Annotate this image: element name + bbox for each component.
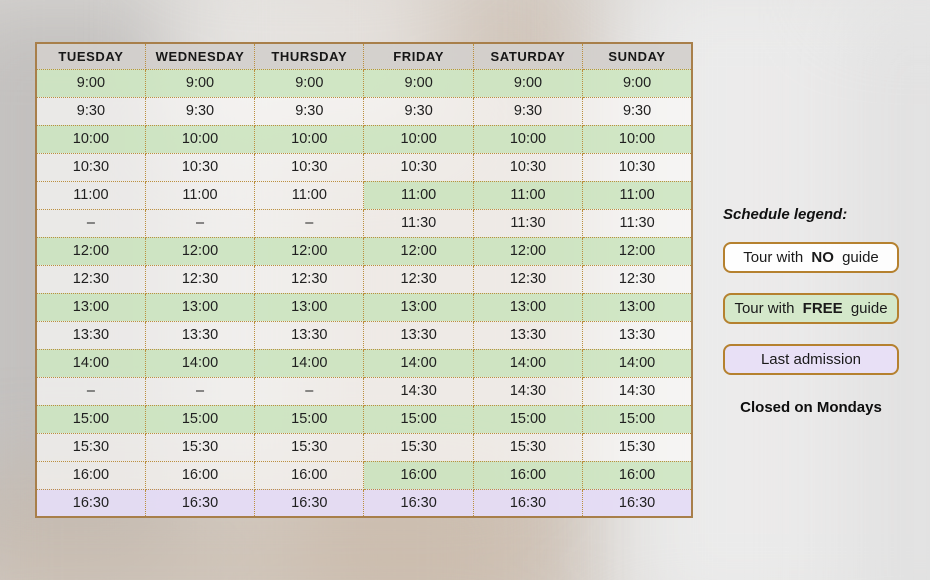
time-slot: 13:00 xyxy=(473,293,582,321)
time-slot: 9:00 xyxy=(255,69,364,97)
closed-note: Closed on Mondays xyxy=(740,399,882,416)
time-slot: – xyxy=(145,377,254,405)
time-slot: 10:00 xyxy=(583,125,692,153)
table-row xyxy=(36,265,692,293)
time-slot: 10:00 xyxy=(473,125,582,153)
time-slot: 13:00 xyxy=(364,293,473,321)
schedule-body xyxy=(36,69,692,517)
table-row xyxy=(36,181,692,209)
time-slot: – xyxy=(255,377,364,405)
time-slot: 11:00 xyxy=(255,181,364,209)
time-slot: 16:00 xyxy=(255,461,364,489)
time-slot: 9:30 xyxy=(473,97,582,125)
time-slot: 11:00 xyxy=(583,181,692,209)
time-slot: 10:00 xyxy=(364,125,473,153)
time-slot: 10:00 xyxy=(255,125,364,153)
time-slot: 16:00 xyxy=(36,461,145,489)
time-slot: 13:30 xyxy=(145,321,254,349)
time-slot: 12:30 xyxy=(473,265,582,293)
legend-items xyxy=(723,242,899,375)
time-slot: 14:00 xyxy=(145,349,254,377)
schedule-header-row xyxy=(36,43,692,69)
time-slot: 13:30 xyxy=(473,321,582,349)
time-slot: 12:30 xyxy=(36,265,145,293)
time-slot: 15:00 xyxy=(583,405,692,433)
column-header-friday: FRIDAY xyxy=(364,43,473,69)
time-slot: 16:30 xyxy=(145,489,254,517)
time-slot: 12:00 xyxy=(364,237,473,265)
time-slot: 11:30 xyxy=(364,209,473,237)
time-slot: 15:30 xyxy=(583,433,692,461)
time-slot: 13:30 xyxy=(36,321,145,349)
schedule-table-container xyxy=(35,42,693,518)
time-slot: 11:30 xyxy=(583,209,692,237)
time-slot: 15:00 xyxy=(255,405,364,433)
time-slot: 10:30 xyxy=(36,153,145,181)
time-slot: 9:00 xyxy=(583,69,692,97)
time-slot: 13:00 xyxy=(36,293,145,321)
time-slot: 12:00 xyxy=(36,237,145,265)
table-row xyxy=(36,97,692,125)
legend-item-no-guide: Tour with NO guide xyxy=(723,242,899,273)
table-row xyxy=(36,377,692,405)
table-row xyxy=(36,237,692,265)
time-slot: 16:30 xyxy=(364,489,473,517)
table-row xyxy=(36,489,692,517)
time-slot: 16:30 xyxy=(583,489,692,517)
time-slot: 16:30 xyxy=(473,489,582,517)
time-slot: 11:00 xyxy=(145,181,254,209)
table-row xyxy=(36,321,692,349)
time-slot: 12:00 xyxy=(145,237,254,265)
time-slot: – xyxy=(145,209,254,237)
time-slot: 13:00 xyxy=(583,293,692,321)
column-header-sunday: SUNDAY xyxy=(583,43,692,69)
time-slot: – xyxy=(36,209,145,237)
time-slot: 14:30 xyxy=(473,377,582,405)
time-slot: 9:00 xyxy=(36,69,145,97)
time-slot: 9:00 xyxy=(473,69,582,97)
time-slot: 16:00 xyxy=(583,461,692,489)
time-slot: 11:00 xyxy=(36,181,145,209)
table-row xyxy=(36,405,692,433)
time-slot: 9:30 xyxy=(36,97,145,125)
column-header-thursday: THURSDAY xyxy=(255,43,364,69)
column-header-tuesday: TUESDAY xyxy=(36,43,145,69)
time-slot: 13:00 xyxy=(255,293,364,321)
time-slot: 14:00 xyxy=(473,349,582,377)
time-slot: 16:00 xyxy=(473,461,582,489)
legend-item-free-guide: Tour with FREE guide xyxy=(723,293,899,324)
time-slot: 15:00 xyxy=(145,405,254,433)
table-row xyxy=(36,153,692,181)
time-slot: 9:30 xyxy=(255,97,364,125)
time-slot: 10:30 xyxy=(255,153,364,181)
time-slot: 15:00 xyxy=(364,405,473,433)
time-slot: 14:00 xyxy=(364,349,473,377)
time-slot: 10:00 xyxy=(145,125,254,153)
time-slot: 14:30 xyxy=(364,377,473,405)
time-slot: 15:30 xyxy=(255,433,364,461)
time-slot: 9:00 xyxy=(145,69,254,97)
time-slot: 15:00 xyxy=(36,405,145,433)
time-slot: 15:30 xyxy=(145,433,254,461)
time-slot: 10:00 xyxy=(36,125,145,153)
time-slot: 16:00 xyxy=(145,461,254,489)
table-row xyxy=(36,125,692,153)
time-slot: 12:00 xyxy=(473,237,582,265)
time-slot: 14:30 xyxy=(583,377,692,405)
time-slot: – xyxy=(36,377,145,405)
time-slot: – xyxy=(255,209,364,237)
time-slot: 11:30 xyxy=(473,209,582,237)
time-slot: 15:30 xyxy=(473,433,582,461)
time-slot: 13:30 xyxy=(255,321,364,349)
time-slot: 14:00 xyxy=(583,349,692,377)
time-slot: 12:00 xyxy=(255,237,364,265)
time-slot: 9:30 xyxy=(583,97,692,125)
time-slot: 11:00 xyxy=(473,181,582,209)
time-slot: 15:30 xyxy=(36,433,145,461)
time-slot: 10:30 xyxy=(364,153,473,181)
time-slot: 15:30 xyxy=(364,433,473,461)
time-slot: 12:30 xyxy=(364,265,473,293)
table-row xyxy=(36,461,692,489)
time-slot: 9:30 xyxy=(364,97,473,125)
legend-item-last-guide: Last admission xyxy=(723,344,899,375)
legend-title: Schedule legend: xyxy=(723,206,848,223)
time-slot: 15:00 xyxy=(473,405,582,433)
time-slot: 12:30 xyxy=(145,265,254,293)
schedule-legend xyxy=(723,206,899,416)
time-slot: 10:30 xyxy=(583,153,692,181)
time-slot: 14:00 xyxy=(36,349,145,377)
time-slot: 13:30 xyxy=(583,321,692,349)
time-slot: 14:00 xyxy=(255,349,364,377)
table-row xyxy=(36,349,692,377)
time-slot: 10:30 xyxy=(473,153,582,181)
time-slot: 11:00 xyxy=(364,181,473,209)
time-slot: 12:30 xyxy=(583,265,692,293)
time-slot: 16:30 xyxy=(255,489,364,517)
column-header-wednesday: WEDNESDAY xyxy=(145,43,254,69)
time-slot: 16:00 xyxy=(364,461,473,489)
table-row xyxy=(36,69,692,97)
time-slot: 9:00 xyxy=(364,69,473,97)
time-slot: 13:00 xyxy=(145,293,254,321)
time-slot: 9:30 xyxy=(145,97,254,125)
time-slot: 12:30 xyxy=(255,265,364,293)
time-slot: 13:30 xyxy=(364,321,473,349)
schedule-table xyxy=(35,42,693,518)
column-header-saturday: SATURDAY xyxy=(473,43,582,69)
time-slot: 16:30 xyxy=(36,489,145,517)
table-row xyxy=(36,209,692,237)
table-row xyxy=(36,433,692,461)
time-slot: 12:00 xyxy=(583,237,692,265)
table-row xyxy=(36,293,692,321)
time-slot: 10:30 xyxy=(145,153,254,181)
